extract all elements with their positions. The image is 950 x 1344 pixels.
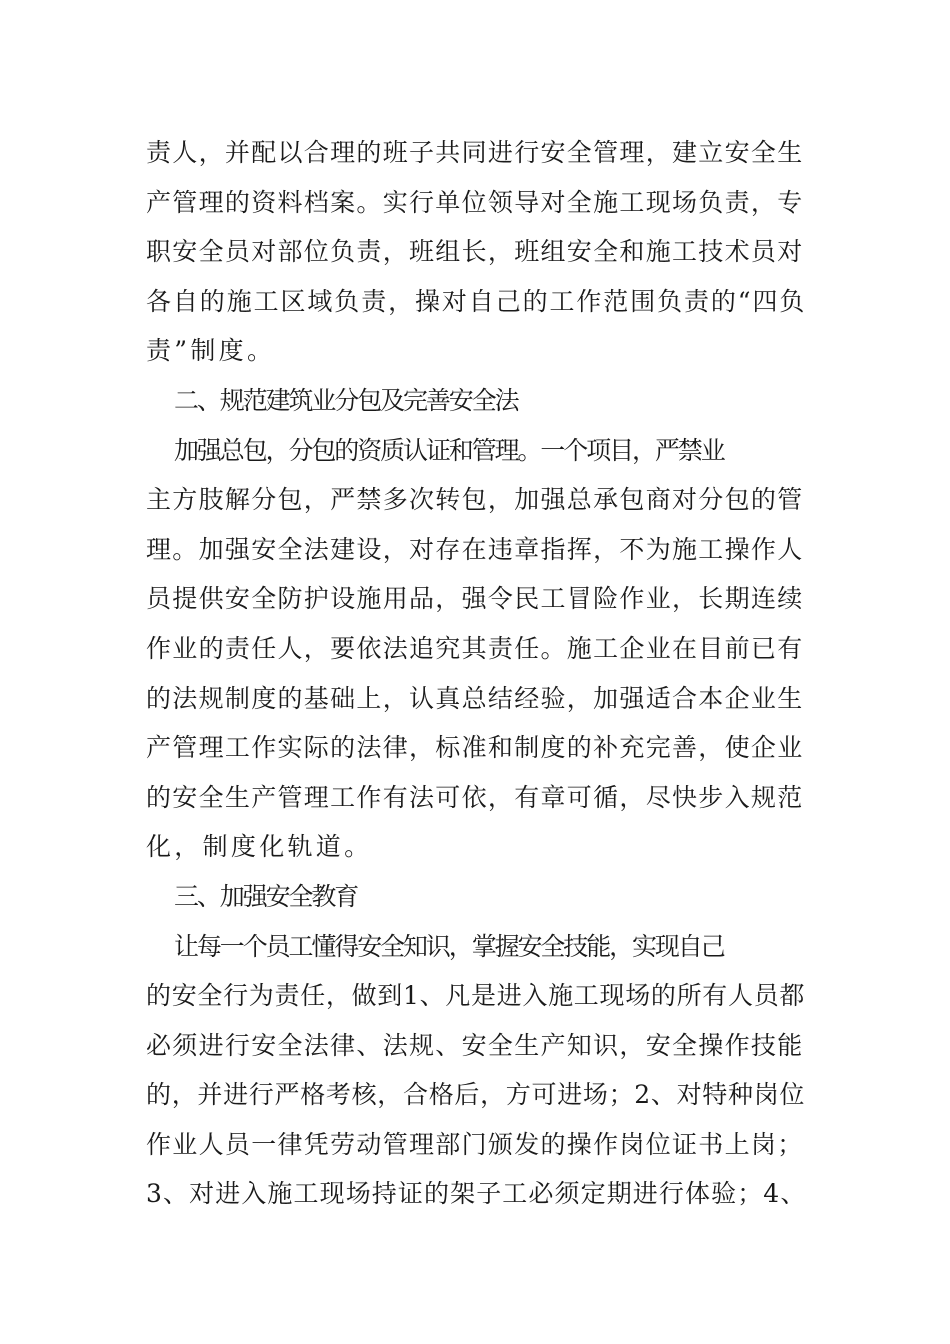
text-line: 各自的施工区域负责，操对自己的工作范围负责的“四负 [146, 286, 807, 316]
text-line: 员提供安全防护设施用品，强令民工冒险作业，长期连续 [146, 584, 804, 614]
text-line: 作业的责任人，要依法追究其责任。施工企业在目前已有 [146, 633, 804, 663]
text-line: 产管理的资料档案。实行单位领导对全施工现场负责，专 [146, 187, 804, 217]
text-line: 主方肢解分包，严禁多次转包，加强总承包商对分包的管 [146, 485, 804, 515]
text-line: 让每一个员工懂得安全知识，掌握安全技能，实现自己 [174, 931, 724, 961]
text-line: 3、对进入施工现场持证的架子工必须定期进行体验；4、 [146, 1179, 807, 1209]
text-line: 加强总包，分包的资质认证和管理。一个项目，严禁业 [174, 435, 724, 465]
text-line: 的，并进行严格考核，合格后，方可进场；2、对特种岗位 [146, 1080, 806, 1110]
document-body [146, 128, 806, 1219]
text-line: 化，制度化轨道。 [146, 832, 373, 862]
text-line: 必须进行安全法律、法规、安全生产知识，安全操作技能 [146, 1030, 804, 1060]
text-line: 职安全员对部位负责，班组长，班组安全和施工技术员对 [146, 237, 804, 267]
text-line: 的安全行为责任，做到1、凡是进入施工现场的所有人员都 [146, 981, 806, 1011]
text-line: 作业人员一律凭劳动管理部门颁发的操作岗位证书上岗； [146, 1129, 804, 1159]
text-line: 的安全生产管理工作有法可依，有章可循，尽快步入规范 [146, 782, 804, 812]
text-line: 三、加强安全教育 [174, 881, 358, 911]
text-line: 二、规范建筑业分包及完善安全法 [174, 385, 518, 415]
text-line: 的法规制度的基础上，认真总结经验，加强适合本企业生 [146, 683, 804, 713]
text-line: 产管理工作实际的法律，标准和制度的补充完善，使企业 [146, 733, 804, 763]
text-line: 责人，并配以合理的班子共同进行安全管理，建立安全生 [146, 138, 804, 167]
text-line: 责”制度。 [146, 336, 276, 366]
text-line: 理。加强安全法建设，对存在违章指挥，不为施工操作人 [146, 534, 804, 564]
